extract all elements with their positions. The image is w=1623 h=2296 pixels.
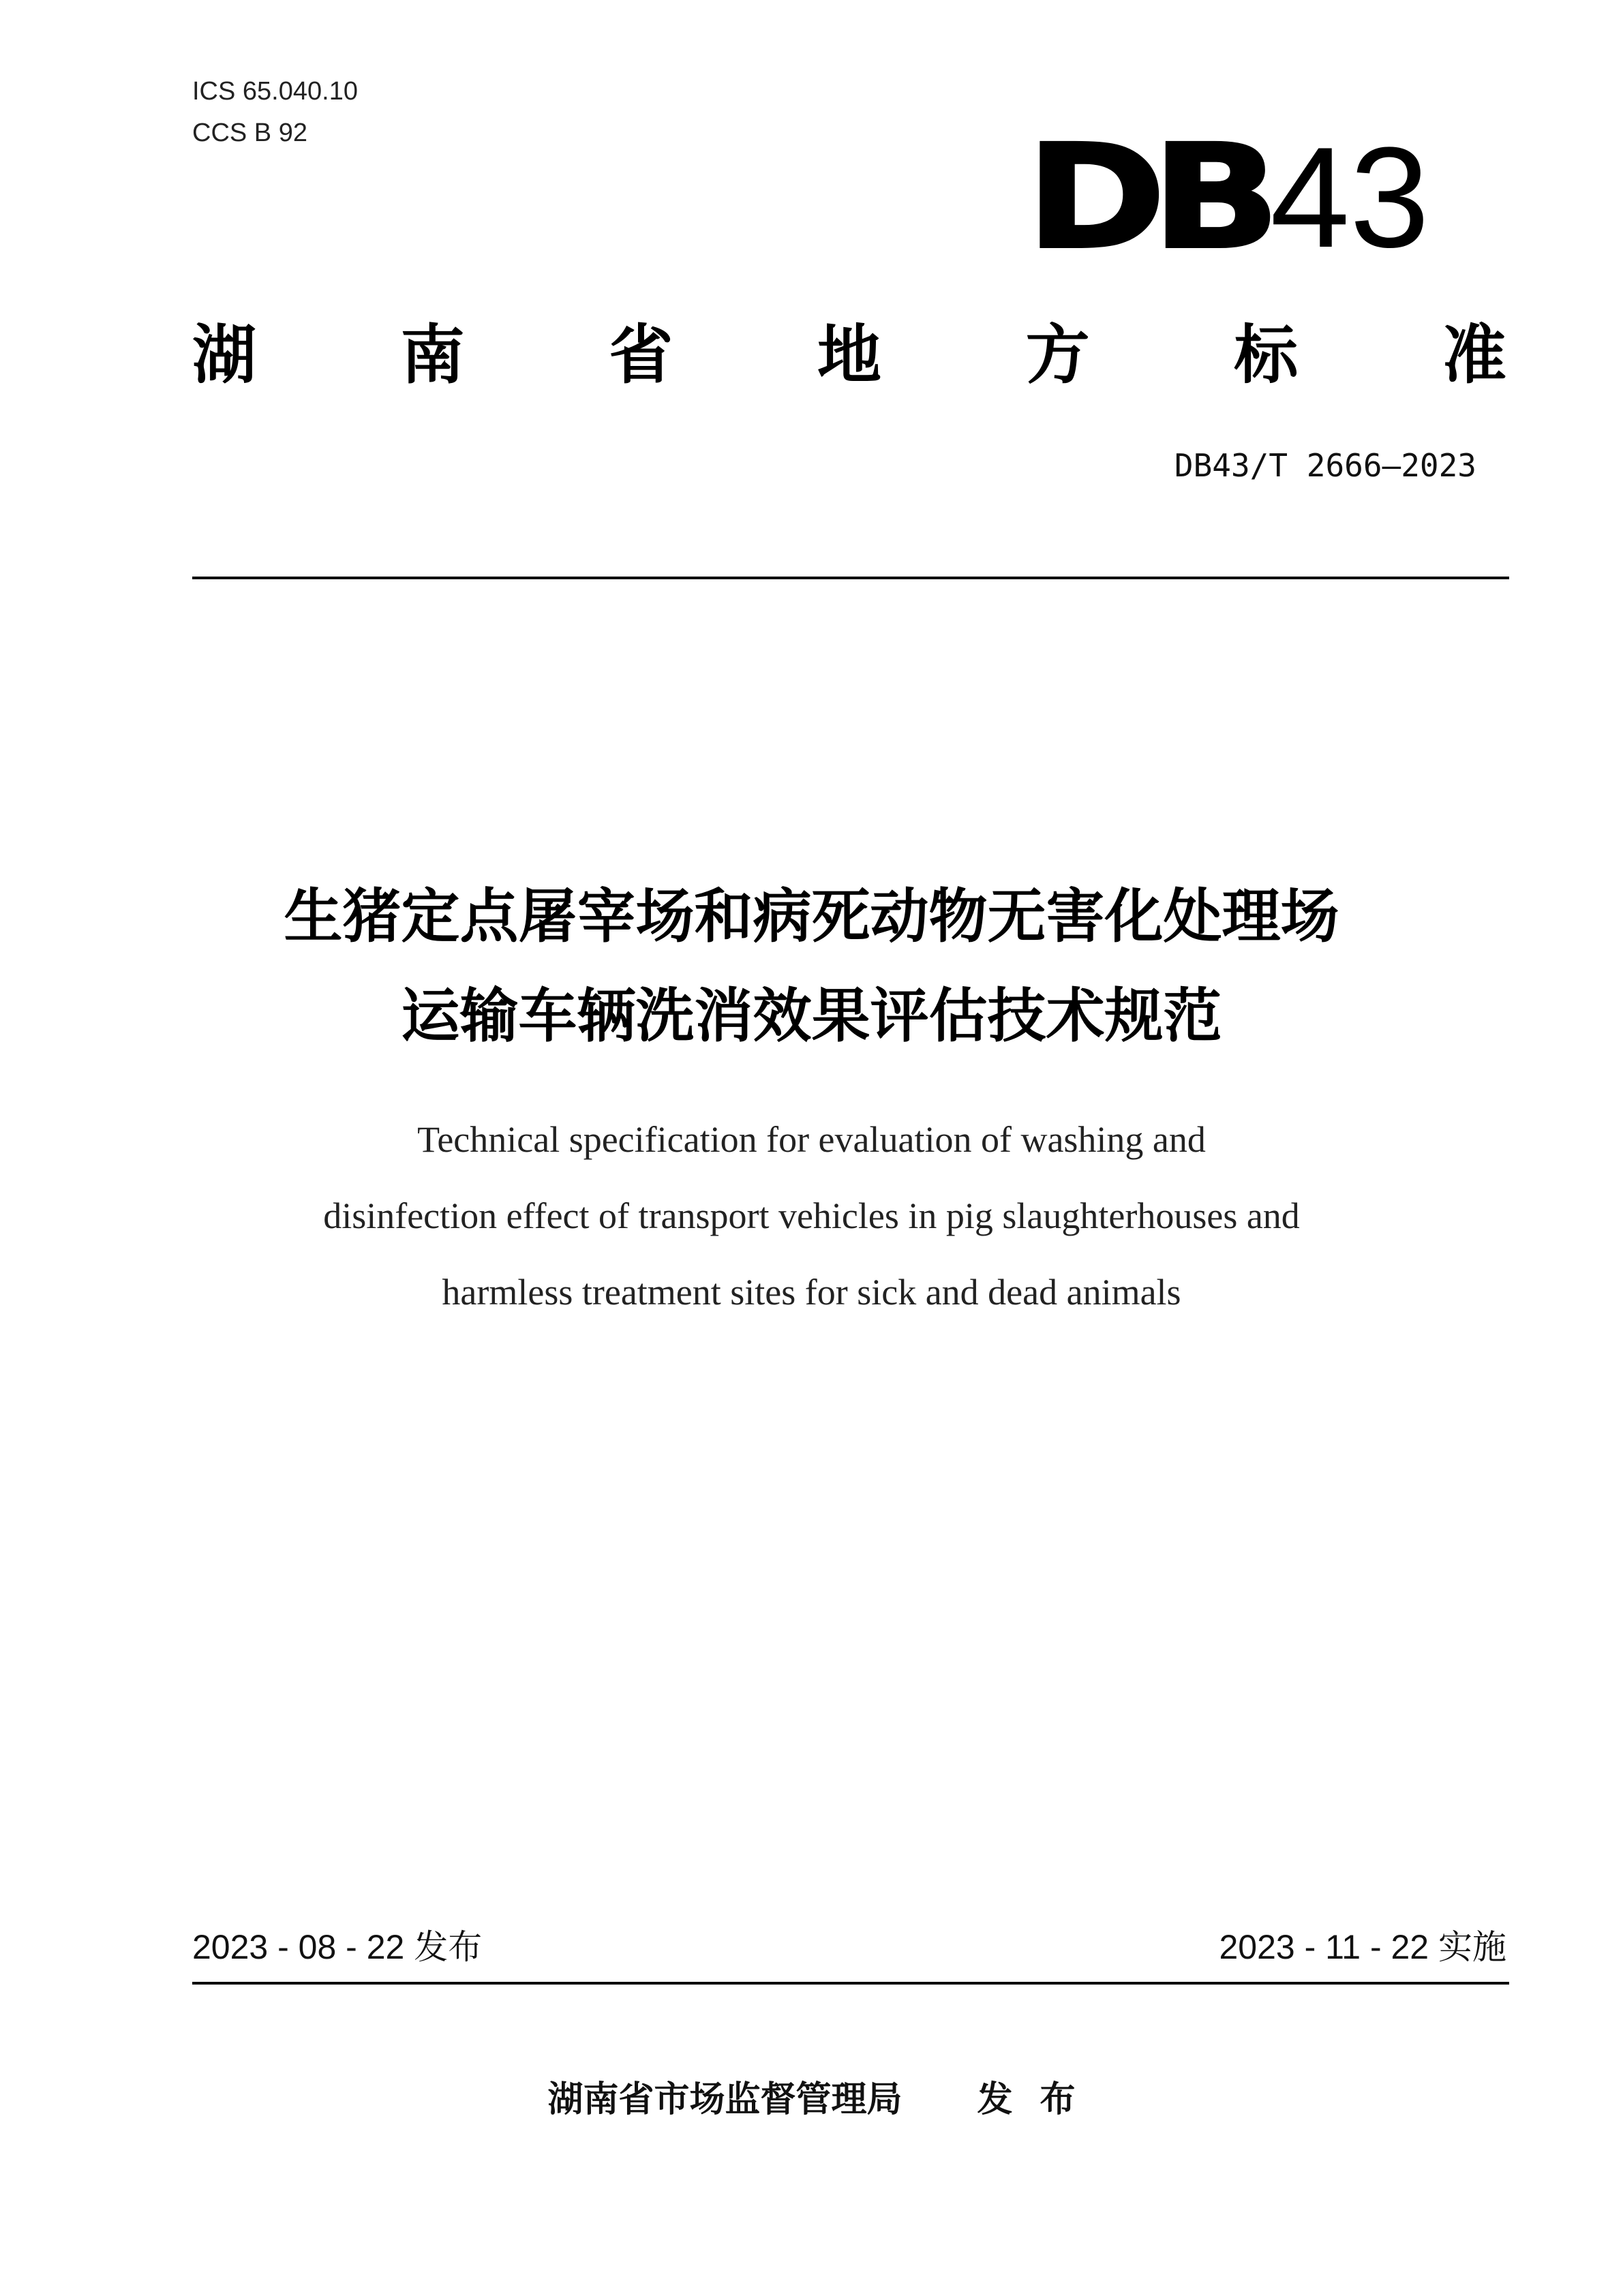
implementation-date: 2023 - 11 - 22 实施	[1219, 1928, 1506, 1966]
title-cn-line-1: 生猪定点屠宰场和病死动物无害化处理场	[284, 883, 1339, 951]
title-cn-line-2: 运输车辆洗消效果评估技术规范	[401, 982, 1222, 1050]
standard-type-char: 湖	[192, 318, 257, 393]
title-en-line-2: disinfection effect of transport vehicles in pig slaughterhouses and	[323, 1195, 1300, 1236]
standard-type-char: 准	[1442, 318, 1506, 393]
ccs-code: CCS B 92	[192, 119, 307, 147]
standard-type-char: 南	[400, 318, 465, 393]
issuer-verb-char: 发	[977, 2079, 1013, 2120]
issue-date: 2023 - 08 - 22 发布	[192, 1928, 483, 1966]
issuer-line	[0, 2079, 1623, 2120]
db-logo-letters: DB	[1026, 114, 1266, 281]
bottom-divider	[192, 1982, 1509, 1985]
standard-type-char: 省	[609, 318, 673, 393]
ics-code: ICS 65.040.10	[192, 77, 358, 106]
title-en-line-1: Technical specification for evaluation of washing and	[417, 1119, 1206, 1160]
standard-type-heading	[192, 308, 1506, 393]
issuer-verb	[977, 2079, 1075, 2120]
db43-logo	[1026, 114, 1429, 281]
top-divider	[192, 577, 1509, 579]
db-logo-number: 43	[1270, 117, 1429, 277]
standard-number: DB43/T 2666—2023	[1174, 447, 1476, 484]
standard-type-char: 标	[1234, 318, 1299, 393]
title-en-line-3: harmless treatment sites for sick and dead animals	[442, 1272, 1181, 1313]
standard-type-char: 方	[1025, 318, 1090, 393]
standard-type-char: 地	[817, 318, 881, 393]
issuer-name: 湖南省市场监督管理局	[547, 2079, 902, 2120]
issuer-verb-char: 布	[1040, 2079, 1076, 2120]
